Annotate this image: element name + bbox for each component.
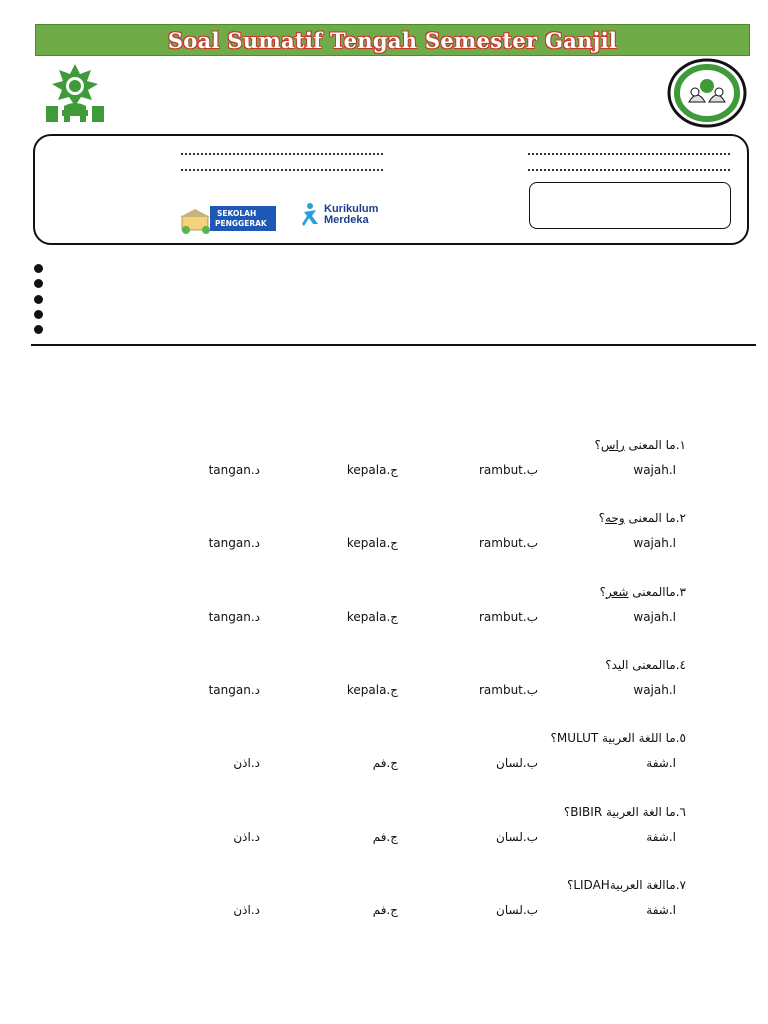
- question-6-option-3[interactable]: ج.فم: [372, 829, 398, 844]
- question-2-text: [599, 511, 686, 525]
- bullet-icon: [34, 325, 43, 334]
- question-5-text: [550, 731, 686, 745]
- question-1-text: [595, 438, 687, 452]
- page-title: Soal Sumatif Tengah Semester Ganjil: [167, 27, 618, 53]
- question-7-text: [567, 878, 686, 892]
- class-fill-line[interactable]: [181, 168, 383, 171]
- title-banner: [35, 24, 750, 56]
- question-5-option-1[interactable]: ا.شفة: [646, 756, 676, 771]
- question-prompt: ما اللغة العربية MULUT: [556, 731, 676, 746]
- school-emblem-logo: [40, 62, 110, 124]
- question-number: ٢.: [675, 511, 686, 526]
- question-3-option-1[interactable]: ا.wajah: [633, 609, 676, 624]
- question-number: ٥.: [675, 731, 686, 746]
- question-5-option-2[interactable]: ب.لسان: [496, 756, 538, 771]
- header-divider: [31, 344, 756, 346]
- sekolah-text: SEKOLAH: [217, 209, 257, 218]
- question-number: ٤.: [675, 657, 686, 672]
- question-6-option-2[interactable]: ب.لسان: [496, 829, 538, 844]
- question-prompt: ماالمعنى اليد: [611, 657, 676, 672]
- question-5-option-4[interactable]: د.اذن: [233, 756, 260, 771]
- question-mark: ؟: [594, 438, 601, 452]
- question-3-option-2[interactable]: ب.rambut: [478, 609, 538, 624]
- question-3-option-3[interactable]: ج.kepala: [346, 609, 398, 624]
- question-keyword: وجه: [605, 511, 625, 526]
- kurikulum-text: Kurikulum: [324, 203, 379, 215]
- bullet-icon: [34, 295, 43, 304]
- score-box[interactable]: [529, 182, 731, 229]
- sekolah-penggerak-badge: [180, 204, 278, 234]
- question-6-text: [564, 805, 686, 819]
- question-1-option-3[interactable]: ج.kepala: [346, 463, 398, 477]
- question-1-option-4[interactable]: د.tangan: [208, 463, 260, 477]
- question-mark: ؟: [563, 804, 571, 819]
- question-7-option-3[interactable]: ج.فم: [372, 902, 398, 917]
- question-mark: ؟: [605, 657, 612, 672]
- question-6-option-1[interactable]: ا.شفة: [646, 829, 676, 844]
- question-7-option-4[interactable]: د.اذن: [233, 902, 260, 917]
- question-7-option-1[interactable]: ا.شفة: [646, 902, 676, 917]
- question-4-option-3[interactable]: ج.kepala: [346, 682, 398, 697]
- kurikulum-figure-icon: [300, 202, 322, 228]
- question-number: ٧.: [675, 877, 686, 892]
- penggerak-text: PENGGERAK: [215, 219, 267, 228]
- name-fill-line[interactable]: [181, 152, 383, 155]
- subject-fill-line[interactable]: [528, 168, 730, 171]
- question-3-option-4[interactable]: د.tangan: [208, 609, 260, 624]
- merdeka-text: Merdeka: [324, 214, 369, 226]
- question-prompt: ماالمعنى: [628, 584, 676, 599]
- question-prompt: ماالغة العربيةLIDAH: [573, 877, 676, 892]
- bullet-icon: [34, 310, 43, 319]
- question-number: ٦.: [675, 804, 686, 819]
- question-number: ٣.: [675, 584, 686, 599]
- question-mark: ؟: [598, 511, 605, 526]
- bullet-icon: [34, 264, 43, 273]
- question-mark: ؟: [566, 877, 574, 892]
- question-1-option-1[interactable]: ا.wajah: [633, 463, 676, 477]
- question-prompt: ما الغة العربية BIBIR: [570, 804, 676, 819]
- question-7-option-2[interactable]: ب.لسان: [496, 902, 538, 917]
- question-1-option-2[interactable]: ب.rambut: [478, 463, 538, 477]
- question-prompt: ما المعنى: [624, 438, 676, 452]
- question-6-option-4[interactable]: د.اذن: [233, 829, 260, 844]
- bullet-icon: [34, 279, 43, 288]
- question-number: ١.: [675, 438, 686, 452]
- question-keyword: شعر: [606, 584, 629, 599]
- question-3-text: [600, 585, 686, 599]
- question-2-option-3[interactable]: ج.kepala: [346, 536, 398, 551]
- school-seal-logo: [667, 58, 747, 128]
- question-4-option-1[interactable]: ا.wajah: [633, 682, 676, 697]
- question-4-option-2[interactable]: ب.rambut: [478, 682, 538, 697]
- date-fill-line[interactable]: [528, 152, 730, 155]
- question-keyword: راس: [600, 438, 625, 452]
- question-2-option-4[interactable]: د.tangan: [208, 536, 260, 551]
- instruction-list: [34, 264, 43, 340]
- question-mark: ؟: [550, 731, 557, 746]
- question-mark: ؟: [599, 584, 606, 599]
- kurikulum-merdeka-badge: [300, 200, 384, 230]
- question-4-option-4[interactable]: د.tangan: [208, 682, 260, 697]
- question-4-text: [605, 658, 686, 672]
- question-2-option-2[interactable]: ب.rambut: [478, 536, 538, 551]
- question-5-option-3[interactable]: ج.فم: [372, 756, 398, 771]
- question-prompt: ما المعنى: [624, 511, 676, 526]
- question-2-option-1[interactable]: ا.wajah: [633, 536, 676, 551]
